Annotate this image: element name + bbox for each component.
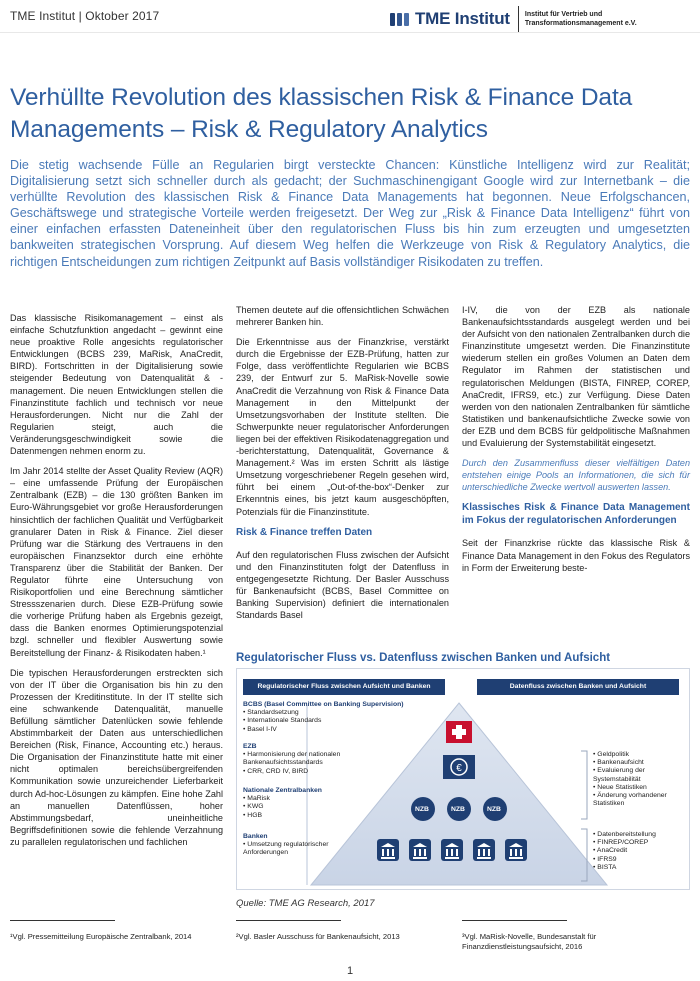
logo-subtitle: Institut für Vertrieb und Transformationsmanagement e.V. xyxy=(524,11,637,27)
footnote-rule xyxy=(462,920,567,921)
list-item: • IFRS9 xyxy=(593,856,687,864)
list-item: • Harmonisierung der nationalen Bankenaufsichtsstandards xyxy=(243,751,373,767)
nzb-label: NZB xyxy=(415,806,429,813)
list-item: • Neue Statistiken xyxy=(593,784,687,792)
list-item: • CRR, CRD IV, BIRD xyxy=(243,768,373,776)
paragraph: Auf den regulatorischen Fluss zwischen der Aufsicht und den Finanzinstituten folgt der Datenfluss in entgegengesetzte Richtung. Der Basler Ausschuss für Bankenaufsicht (BCBS, Basel Committee on Banking Supervision) definiert die internationalen Standards Basel xyxy=(236,549,449,621)
list-item: • Umsetzung regulatorischer Anforderungen xyxy=(243,841,353,857)
list-item: • Standardsetzung xyxy=(243,709,433,717)
list-item: • HGB xyxy=(243,812,373,820)
paragraph: Themen deutete auf die offensichtlichen Schwächen mehrerer Banken hin. xyxy=(236,305,449,328)
right-bottom-list xyxy=(593,831,687,872)
footnote-rule xyxy=(236,920,341,921)
page-number: 1 xyxy=(346,965,354,977)
list-item: • BISTA xyxy=(593,864,687,872)
list-item: • Evaluierung der Systemstabilität xyxy=(593,767,687,783)
footnote-rule xyxy=(10,920,115,921)
figure-source: Quelle: TME AG Research, 2017 xyxy=(236,898,375,909)
logo-mark-icon xyxy=(390,13,409,26)
logo-divider xyxy=(518,6,519,32)
nzb-label: NZB xyxy=(451,806,465,813)
column-1 xyxy=(10,312,223,856)
list-item: • Datenbereitstellung xyxy=(593,831,687,839)
footnote-2: ²Vgl. Basler Ausschuss für Bankenaufsicht, 2013 xyxy=(236,932,400,941)
article-lead: Die stetig wachsende Fülle an Regularien birgt versteckte Chancen: Künstliche Intelligenz wird zur Realität; Digitalisierung setzt sich schneller durch als gedacht; der Suchmaschinengigant Google wird zur Internetbank – die verhüllte Revolution des klassischen Risk & Finance Data Managements hat begonnen. Neue Erfolgschancen, Geschäftswege und strategische Vorteile werden freigesetzt. Der Weg zur „Risk & Finance Data Intelligenz“ führt von einer einfachen erfassten Dateneinheit über den regulatorischen Fluss bis hin zum erzeugten und umgesetzten bankweiten strategischen Vorsprung. Auf diesem Weg helfen die Werkzeuge von Risk & Regulatory Analytics, die richtigen Entscheidungen zum richtigen Zeitpunkt auf Basis vollständiger Risikodaten zu treffen. xyxy=(10,158,690,269)
column-3 xyxy=(462,304,690,582)
nzb-title: Nationale Zentralbanken xyxy=(243,787,322,794)
list-item: • Geldpolitik xyxy=(593,751,687,759)
list-item: • Basel I-IV xyxy=(243,726,433,734)
figure-title: Regulatorischer Fluss vs. Datenfluss zwischen Banken und Aufsicht xyxy=(236,652,611,664)
ezb-title: EZB xyxy=(243,743,257,750)
bcbs-block xyxy=(243,701,433,734)
article-title: Verhüllte Revolution des klassischen Risk & Finance Data Managements – Risk & Regulatory Analytics xyxy=(10,84,633,143)
svg-text:€: € xyxy=(456,763,462,774)
list-item: • Bankenaufsicht xyxy=(593,759,687,767)
list-item: • AnaCredit xyxy=(593,847,687,855)
pull-quote: Durch den Zusammenfluss dieser vielfältigen Daten entstehen einige Pools an Informationen, die sich für unterschiedliche Zwecke wertvoll auswerten lassen. xyxy=(462,458,690,493)
header-issue-label: TME Institut | Oktober 2017 xyxy=(10,9,160,23)
list-item: • Internationale Standards xyxy=(243,717,433,725)
paragraph: Die typischen Herausforderungen erstreckten sich von der IT über die Organisation bis hin zu den Prozessen der Kreditinstitute. In der IT stellte sich eine schwankende Datenqualität, manuelle Befüllung sämtlicher Datenlücken sowie fehlende Abstimmbarkeit der Daten aus unterschiedlichen Bereichen (Risk, Finance, Accounting etc.) heraus. Die Organisation der Finanzinstitute hatte mit einer nicht optimalen bereichsübergreifenden Kommunikation sowie unzureichender Lieferbarkeit durch Ad-hoc-Lösungen zu kämpfen. Eine hohe Zahl an manuellen Datenflüssen, hoher Abstimmungsbedarf, uneinheitliche Begriffsdefinitionen sowie die fehlende Verzahnung zu parallelen regulatorischen und fachlichen xyxy=(10,667,223,847)
banken-block xyxy=(243,833,353,858)
list-item: • KWG xyxy=(243,803,373,811)
bracket-right-top xyxy=(581,751,587,819)
logo-name: TME Institut xyxy=(415,9,510,28)
section-heading: Klassisches Risk & Finance Data Management im Fokus der regulatorischen Anforderungen xyxy=(462,502,690,527)
list-item: • Änderung vorhandener Statistiken xyxy=(593,792,687,808)
section-heading: Risk & Finance treffen Daten xyxy=(236,526,373,538)
paragraph: I-IV, die von der EZB als nationale Bankenaufsichtsstandards ausgelegt werden und bei der Aufsicht von den nationalen Zentralbanken durch die Finanzinstitute umgesetzt werden. Die Finanzinstitute wiederum stellen ein großes Volumen an Daten dem Regulator im Rahmen der statistischen und regulatorischen Meldungen (BISTA, FINREP, COREP, AnaCredit, IFRS9, etc.) zur Verfügung. Diese Daten werden von den nationalen Zentralbanken für sämtliche Statistiken und bankenaufsichtliche Zwecke sowie von der EZB und dem BCBS für geldpolitische Maßnahmen und Evaluierung der Systemstabilität eingesetzt. xyxy=(462,305,690,449)
bar-regulatory-flow: Regulatorischer Fluss zwischen Aufsicht und Banken xyxy=(243,679,445,695)
footnote-1: ¹Vgl. Pressemitteilung Europäische Zentralbank, 2014 xyxy=(10,932,192,941)
figure-diagram xyxy=(236,668,690,890)
header-rule xyxy=(0,32,700,33)
paragraph: Die Erkenntnisse aus der Finanzkrise, verstärkt durch die Ergebnisse der EZB-Prüfung, hatten zur Folge, dass veröffentlichte Regularien wie BCBS 239, der Entwurf zur 5. MaRisk-Novelle sowie AnaCredit die Verzahnung von Risk & Finance Data Management in den Mittelpunkt der Umsetzungsvorhaben der Institute stellten. Die Schwerpunkte neuer regulatorischer Anforderungen liegen bei der effektiven Risikodatenaggregation und -berichterstattung, Datenqualität, Governance & Management.² Was im ersten Schritt als lästige Umsetzung vorgeschriebener Regeln gesehen wird, führt bei einem „Out-of-the-box“-Denker zur Erkenntnis eines, bis jetzt kaum ausgeschöpften, Potenzials für die Finanzinstitute. xyxy=(236,337,449,517)
footnote-3: ³Vgl. MaRisk-Novelle, Bundesanstalt für Finanzdienstleistungsaufsicht, 2016 xyxy=(462,932,597,951)
banken-title: Banken xyxy=(243,833,268,840)
list-item: • MaRisk xyxy=(243,795,373,803)
nzb-block xyxy=(243,787,373,820)
column-2 xyxy=(236,304,449,629)
right-top-list xyxy=(593,751,687,808)
ezb-block xyxy=(243,743,373,776)
tme-logo xyxy=(390,6,655,32)
bar-data-flow: Datenfluss zwischen Banken und Aufsicht xyxy=(477,679,679,695)
list-item: • FINREP/COREP xyxy=(593,839,687,847)
nzb-label: NZB xyxy=(487,806,501,813)
paragraph: Das klassische Risikomanagement – einst als einfache Schutzfunktion angedacht – gewinnt eine neue proaktive Rolle angesichts regulatorischer Entwicklungen (BCBS 239, MaRisk, AnaCredit, BIRD). Fortschritten in der Digitalisierung sowie steigender Bedeutung von Datenqualität & -management. Die neuen Entwicklungen stellen die Finanzinstitute fachlich und technisch vor neue Herausforderungen. Nicht nur die Zahl der Regularien steigt, auch die Veränderungsgeschwindigkeit sowie die Datenmengen nehmen enorm zu. xyxy=(10,313,223,457)
paragraph: Im Jahr 2014 stellte der Asset Quality Review (AQR) – eine umfassende Prüfung der Europäischen Zentralbank (EZB) – die 130 größten Banken im Euro-Währungsgebiet vor große Herausforderungen hinsichtlich der fachlichen Qualität und Verfügbarkeit granularer Daten in Risk & Finance. Ziel dieser Prüfung war die Stärkung des Vertrauens in den europäischen Finanzsektor durch eine erhöhte Transparenz über die Stabilität der Banken. Der Regulator führte eine Untersuchung von Risikoportfolien und eine Berechnung sämtlicher Stressszenarien durch. Diese EZB-Prüfung sowie die vorherige Prüfung haben als Ergebnis gezeigt, dass die Banken enormes Optimierungspotenzial bzgl. schneller und flexibler Auswertung sowie Bereitstellung der Finanz- & Risikodaten haben.¹ xyxy=(10,466,223,658)
bcbs-title: BCBS (Basel Committee on Banking Supervision) xyxy=(243,701,404,708)
paragraph: Seit der Finanzkrise rückte das klassische Risk & Finance Data Management in den Fokus des Regulators in Form der Erweiterung beste- xyxy=(462,538,690,573)
